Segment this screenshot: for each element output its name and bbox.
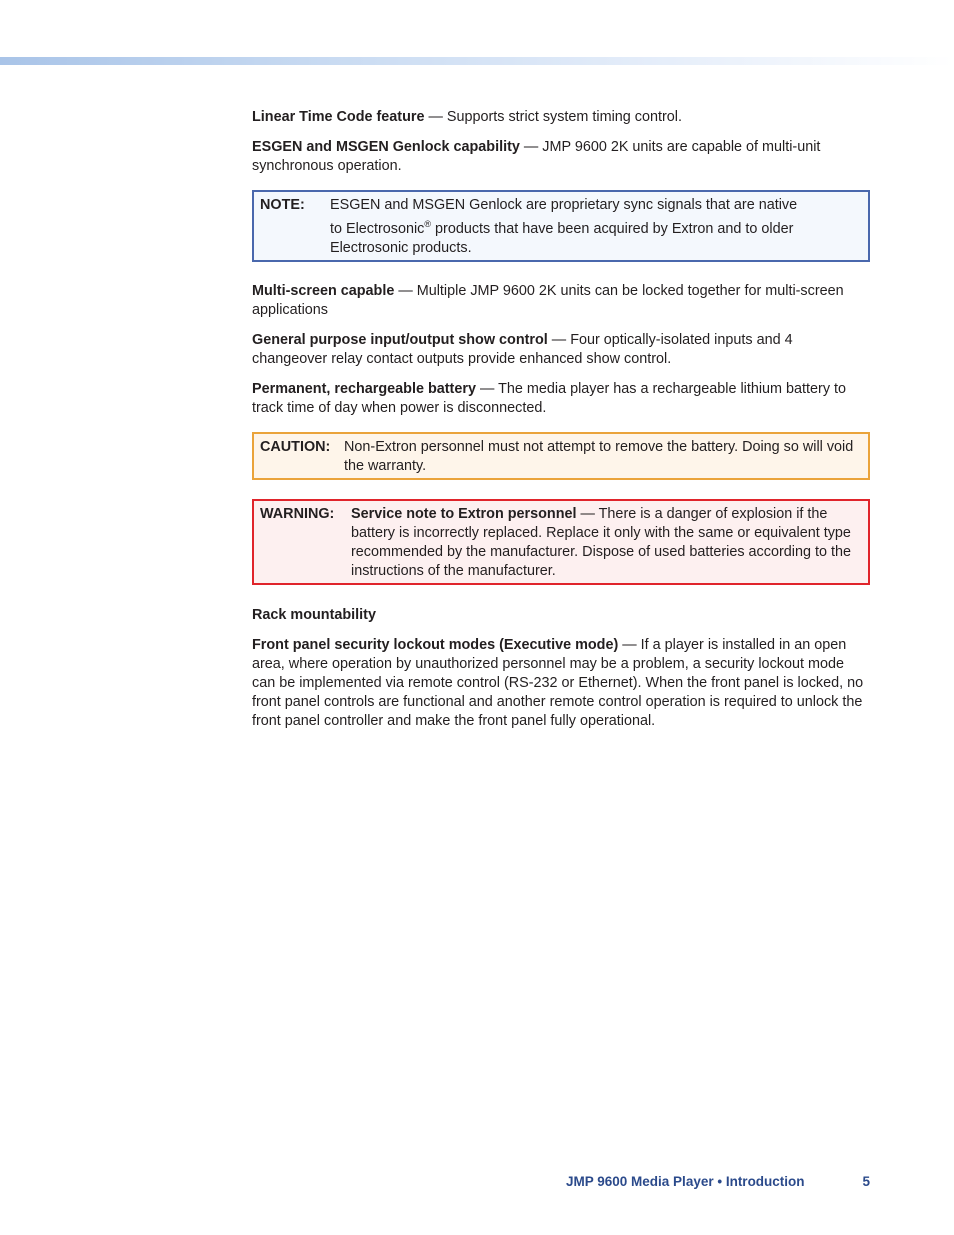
warning-box [252,499,870,585]
note-label: NOTE: [260,197,305,213]
warning-text: — There is a danger of explosion if the battery is incorrectly replaced. Replace it only with the same or equivalent type recommended by the manufacturer. Dispose of used batteries according to the instructions of the manufacturer. [351,505,851,579]
feature-text: — The media player has a rechargeable lithium battery to track time of day when power is disconnected. [252,380,847,416]
warning-label: WARNING: [260,505,335,522]
note-box [252,190,870,262]
feature-title: Linear Time Code feature [252,109,425,125]
feature-title: Permanent, rechargeable battery [252,380,476,397]
feature-title: Front panel security lockout modes (Executive mode) [252,636,619,653]
note-line-2-end: products that have been acquired by Extron and to older [431,220,794,237]
feature-text: — JMP 9600 2K units are capable of multi-unit synchronous operation. [252,139,821,174]
caution-box [252,432,870,480]
page-number: 5 [862,1174,870,1189]
feature-lockout [252,636,870,731]
registered-mark: ® [424,219,432,229]
feature-title: Rack mountability [252,606,376,623]
page-footer [566,1174,870,1189]
footer-title: JMP 9600 Media Player • Introduction [566,1174,805,1189]
feature-text: — Multiple JMP 9600 2K units can be locked together for multi-screen applications [252,282,844,318]
caution-label: CAUTION: [260,438,331,455]
feature-text: — Supports strict system timing control. [424,109,682,125]
feature-genlock [252,138,870,176]
feature-title: Multi-screen capable [252,282,395,299]
feature-battery [252,380,870,418]
feature-multi-screen [252,282,870,320]
warning-body [351,505,860,581]
page-content [252,108,870,742]
feature-gpio [252,331,870,369]
note-line-3: Electrosonic products. [330,239,472,256]
feature-linear-time-code [252,108,870,127]
feature-rack [252,606,870,625]
note-line-2-start: to Electrosonic [330,220,425,237]
caution-body: Non-Extron personnel must not attempt to remove the battery. Doing so will void the warranty. [344,438,854,474]
header-gradient-bar [0,57,954,65]
feature-text: — If a player is installed in an open area, where operation by unauthorized personnel may be a problem, a security lockout mode can be implemented via remote control (RS-232 or Ethernet). When the front panel is locked, no front panel controls are functional and another remote control operation is required to unlock the front panel controller and make the front panel fully operational. [252,636,864,729]
warning-title: Service note to Extron personnel [351,505,577,522]
feature-title: General purpose input/output show control [252,331,548,348]
note-body [330,196,860,258]
feature-text: — Four optically-isolated inputs and 4 changeover relay contact outputs provide enhanced show control. [252,331,793,367]
feature-title: ESGEN and MSGEN Genlock capability [252,139,520,155]
note-line-1: ESGEN and MSGEN Genlock are proprietary sync signals that are native [330,197,798,213]
